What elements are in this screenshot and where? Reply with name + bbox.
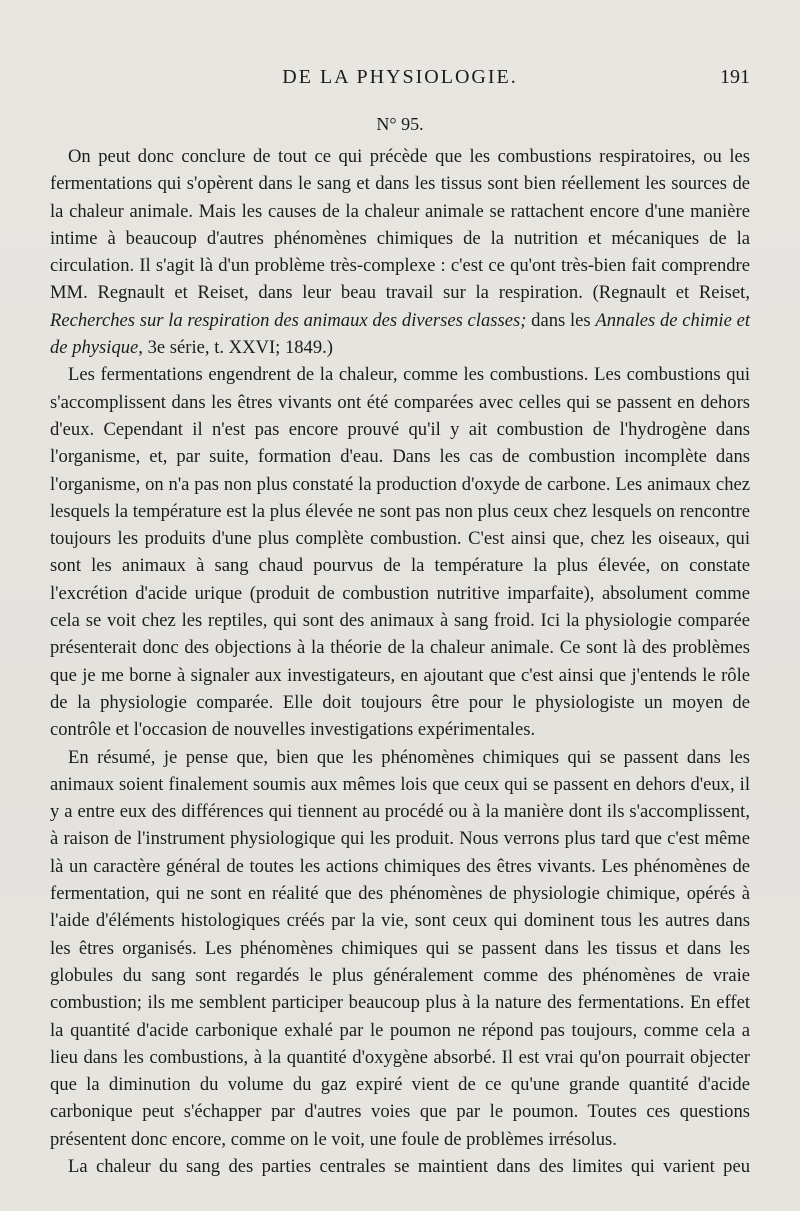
paragraph-1-journal-citation: Annales de chimie et de physique, — [50, 309, 750, 359]
paragraph-4: La chaleur du sang des parties centrales se maintient dans des limites qui varient peu — [68, 1155, 750, 1177]
paragraph-1-text-a: On peut donc conclure de tout ce qui précède que les combustions respiratoires, ou les fermentations qui s'opèrent dans le sang et dans les tissus sont bien réellement les sources de la chaleur animale. Mais les causes de la chaleur animale se rattachent encore d'une manière intime à beaucoup d'autres phénomènes chimiques de la nutrition et mécaniques de la circulation. Il s'agit là d'un problème très-complexe : c'est ce qu'ont très-bien fait comprendre MM. Regnault et Reiset, dans leur beau travail sur la respiration. (Regnault et Reiset, — [50, 146, 750, 304]
section-number: N° 95. — [376, 114, 424, 134]
paragraph-2: Les fermentations engendrent de la chaleur, comme les combustions. Les combustions qui s'accomplissent dans les êtres vivants ont été comparées avec celles qui se passent en dehors d'eux. Cependant il n'est pas encore prouvé qu'il y ait combustion de l'hydrogène dans l'organisme, et, par suite, formation d'eau. Dans les cas de combustion incomplète dans l'organisme, on n'a pas non plus constaté la production d'oxyde de carbone. Les animaux chez lesquels la température est la plus élevée ne sont pas non plus ceux chez lesquels on rencontre toujours les produits d'une plus complète combustion. C'est ainsi que, chez les oiseaux, qui sont les animaux à sang chaud pourvus de la température la plus élevée, on constate l'excrétion d'acide urique (produit de combustion nutritive imparfaite), absolument comme cela se voit chez les reptiles, qui sont des animaux à sang froid. Ici la physiologie comparée présenterait donc des objections à la théorie de la chaleur animale. Ce sont là des problèmes que je me borne à signaler aux investigateurs, en ajoutant que c'est ainsi que j'entends le rôle de la physiologie comparée. Elle doit toujours être pour le physiologiste un moyen de contrôle et l'occasion de nouvelles investigations expérimentales. — [50, 364, 750, 741]
paragraph-1-title-citation: Recherches sur la respiration des animaux des diverses classes; — [50, 309, 527, 331]
page-number: 191 — [720, 66, 750, 88]
paragraph-3: En résumé, je pense que, bien que les phénomènes chimiques qui se passent dans les animaux soient finalement soumis aux mêmes lois que ceux qui se passent en dehors d'eux, il y a entre eux des différences qui tiennent au procédé ou à la manière dont ils s'accomplissent, à raison de l'instrument physiologique qui les produit. Nous verrons plus tard que c'est même là un caractère général de toutes les actions chimiques des êtres vivants. Les phénomènes de fermentation, qui ne sont en réalité que des phénomènes de physiologie chimique, opérés à l'aide d'éléments histologiques créés par la vie, sont ceux qui dominent tous les autres dans les êtres organisés. Les phénomènes chimiques qui se passent dans les tissus et dans les globules du sang sont regardés le plus généralement comme des phénomènes de vraie combustion; ils me semblent participer beaucoup plus à la nature des fermentations. En effet la quantité d'acide carbonique exhalé par le poumon ne répond pas toujours, comme cela a lieu dans les combustions, à la quantité d'oxygène absorbé. Il est vrai qu'on pourrait objecter que la diminution du volume du gaz expiré vient de ce qu'une grande quantité d'acide carbonique peut s'échapper par d'autres voies que par le poumon. Toutes ces questions présentent donc encore, comme on le voit, une foule de problèmes irrésolus. — [50, 746, 750, 1150]
running-title: DE LA PHYSIOLOGIE. — [282, 66, 518, 88]
running-head — [30, 66, 770, 94]
paragraph-1-text-c: 3e série, t. XXVI; 1849.) — [142, 337, 333, 359]
paragraph-1 — [50, 143, 750, 361]
body-text — [50, 143, 750, 1180]
paragraph-1-text-b: dans les — [526, 309, 596, 331]
